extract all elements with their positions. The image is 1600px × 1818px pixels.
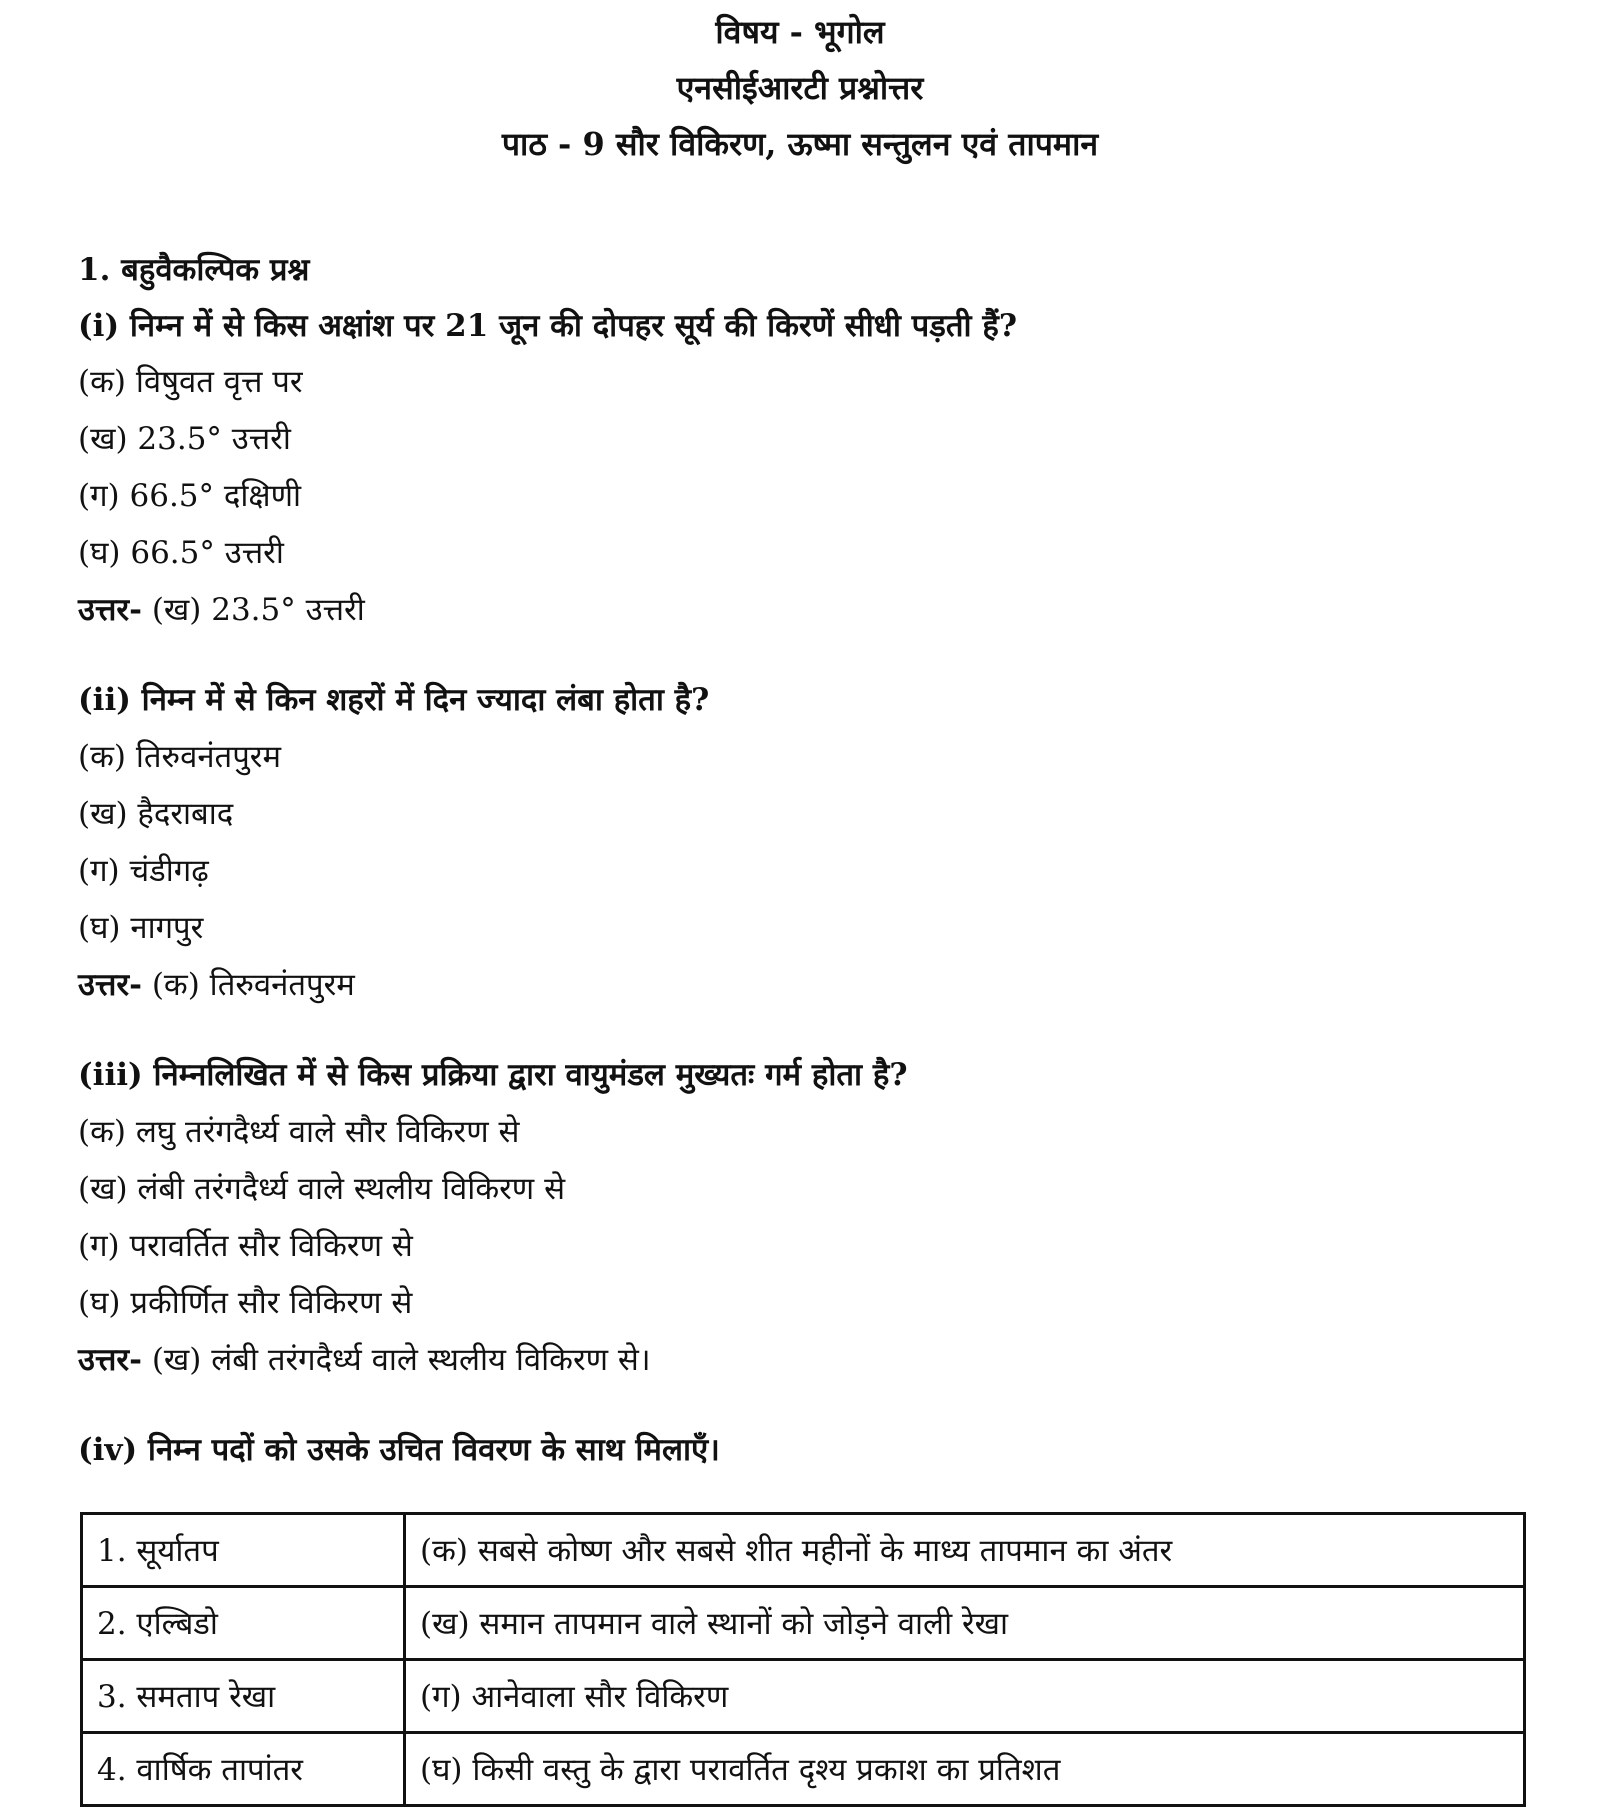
- answer-label: उत्तर-: [78, 592, 142, 628]
- subject-heading: विषय - भूगोल: [715, 13, 885, 51]
- term-cell: 1. सूर्यातप: [82, 1514, 405, 1587]
- term-cell: 2. एल्बिडो: [82, 1587, 405, 1660]
- table-row: [82, 1660, 1525, 1733]
- answer-3: [78, 1340, 651, 1380]
- table-row: [82, 1733, 1525, 1806]
- answer-text: (ख) लंबी तरंगदैर्ध्य वाले स्थलीय विकिरण से।: [141, 1342, 651, 1378]
- description-cell: (घ) किसी वस्तु के द्वारा परावर्तित दृश्य प्रकाश का प्रतिशत: [405, 1733, 1525, 1806]
- option-2b: (ख) हैदराबाद: [78, 796, 234, 832]
- match-table: [80, 1512, 1526, 1807]
- term-cell: 3. समताप रेखा: [82, 1660, 405, 1733]
- option-1b: (ख) 23.5° उत्तरी: [78, 421, 291, 457]
- chapter-heading: पाठ - 9 सौर विकिरण, ऊष्मा सन्तुलन एवं तापमान: [501, 125, 1099, 163]
- option-1c: (ग) 66.5° दक्षिणी: [78, 478, 302, 514]
- option-1a: (क) विषुवत वृत्त पर: [78, 364, 303, 400]
- section-title: 1. बहुवैकल्पिक प्रश्न: [78, 252, 310, 288]
- option-3b: (ख) लंबी तरंगदैर्ध्य वाले स्थलीय विकिरण से: [78, 1171, 566, 1207]
- option-3a: (क) लघु तरंगदैर्ध्य वाले सौर विकिरण से: [78, 1114, 520, 1150]
- answer-2: [78, 965, 355, 1005]
- answer-label: उत्तर-: [78, 1342, 142, 1378]
- option-3c: (ग) परावर्तित सौर विकिरण से: [78, 1228, 413, 1264]
- description-cell: (ग) आनेवाला सौर विकिरण: [405, 1660, 1525, 1733]
- description-cell: (ख) समान तापमान वाले स्थानों को जोड़ने वाली रेखा: [405, 1587, 1525, 1660]
- term-cell: 4. वार्षिक तापांतर: [82, 1733, 405, 1806]
- description-cell: (क) सबसे कोष्ण और सबसे शीत महीनों के माध्य तापमान का अंतर: [405, 1514, 1525, 1587]
- table-row: [82, 1587, 1525, 1660]
- option-3d: (घ) प्रकीर्णित सौर विकिरण से: [78, 1285, 413, 1321]
- question-2: (ii) निम्न में से किन शहरों में दिन ज्यादा लंबा होता है?: [78, 682, 710, 718]
- answer-label: उत्तर-: [78, 967, 142, 1003]
- option-2a: (क) तिरुवनंतपुरम: [78, 739, 282, 775]
- answer-1: [78, 590, 365, 630]
- option-2d: (घ) नागपुर: [78, 910, 204, 946]
- question-3: (iii) निम्नलिखित में से किस प्रक्रिया द्वारा वायुमंडल मुख्यतः गर्म होता है?: [78, 1057, 908, 1093]
- series-heading: एनसीईआरटी प्रश्नोत्तर: [676, 69, 924, 107]
- question-1: (i) निम्न में से किस अक्षांश पर 21 जून की दोपहर सूर्य की किरणें सीधी पड़ती हैं?: [78, 308, 1017, 344]
- answer-text: (ख) 23.5° उत्तरी: [141, 592, 365, 628]
- table-row: [82, 1514, 1525, 1587]
- answer-text: (क) तिरुवनंतपुरम: [141, 967, 355, 1003]
- question-4: (iv) निम्न पदों को उसके उचित विवरण के साथ मिलाएँ।: [78, 1432, 720, 1468]
- option-1d: (घ) 66.5° उत्तरी: [78, 535, 284, 571]
- option-2c: (ग) चंडीगढ़: [78, 853, 209, 889]
